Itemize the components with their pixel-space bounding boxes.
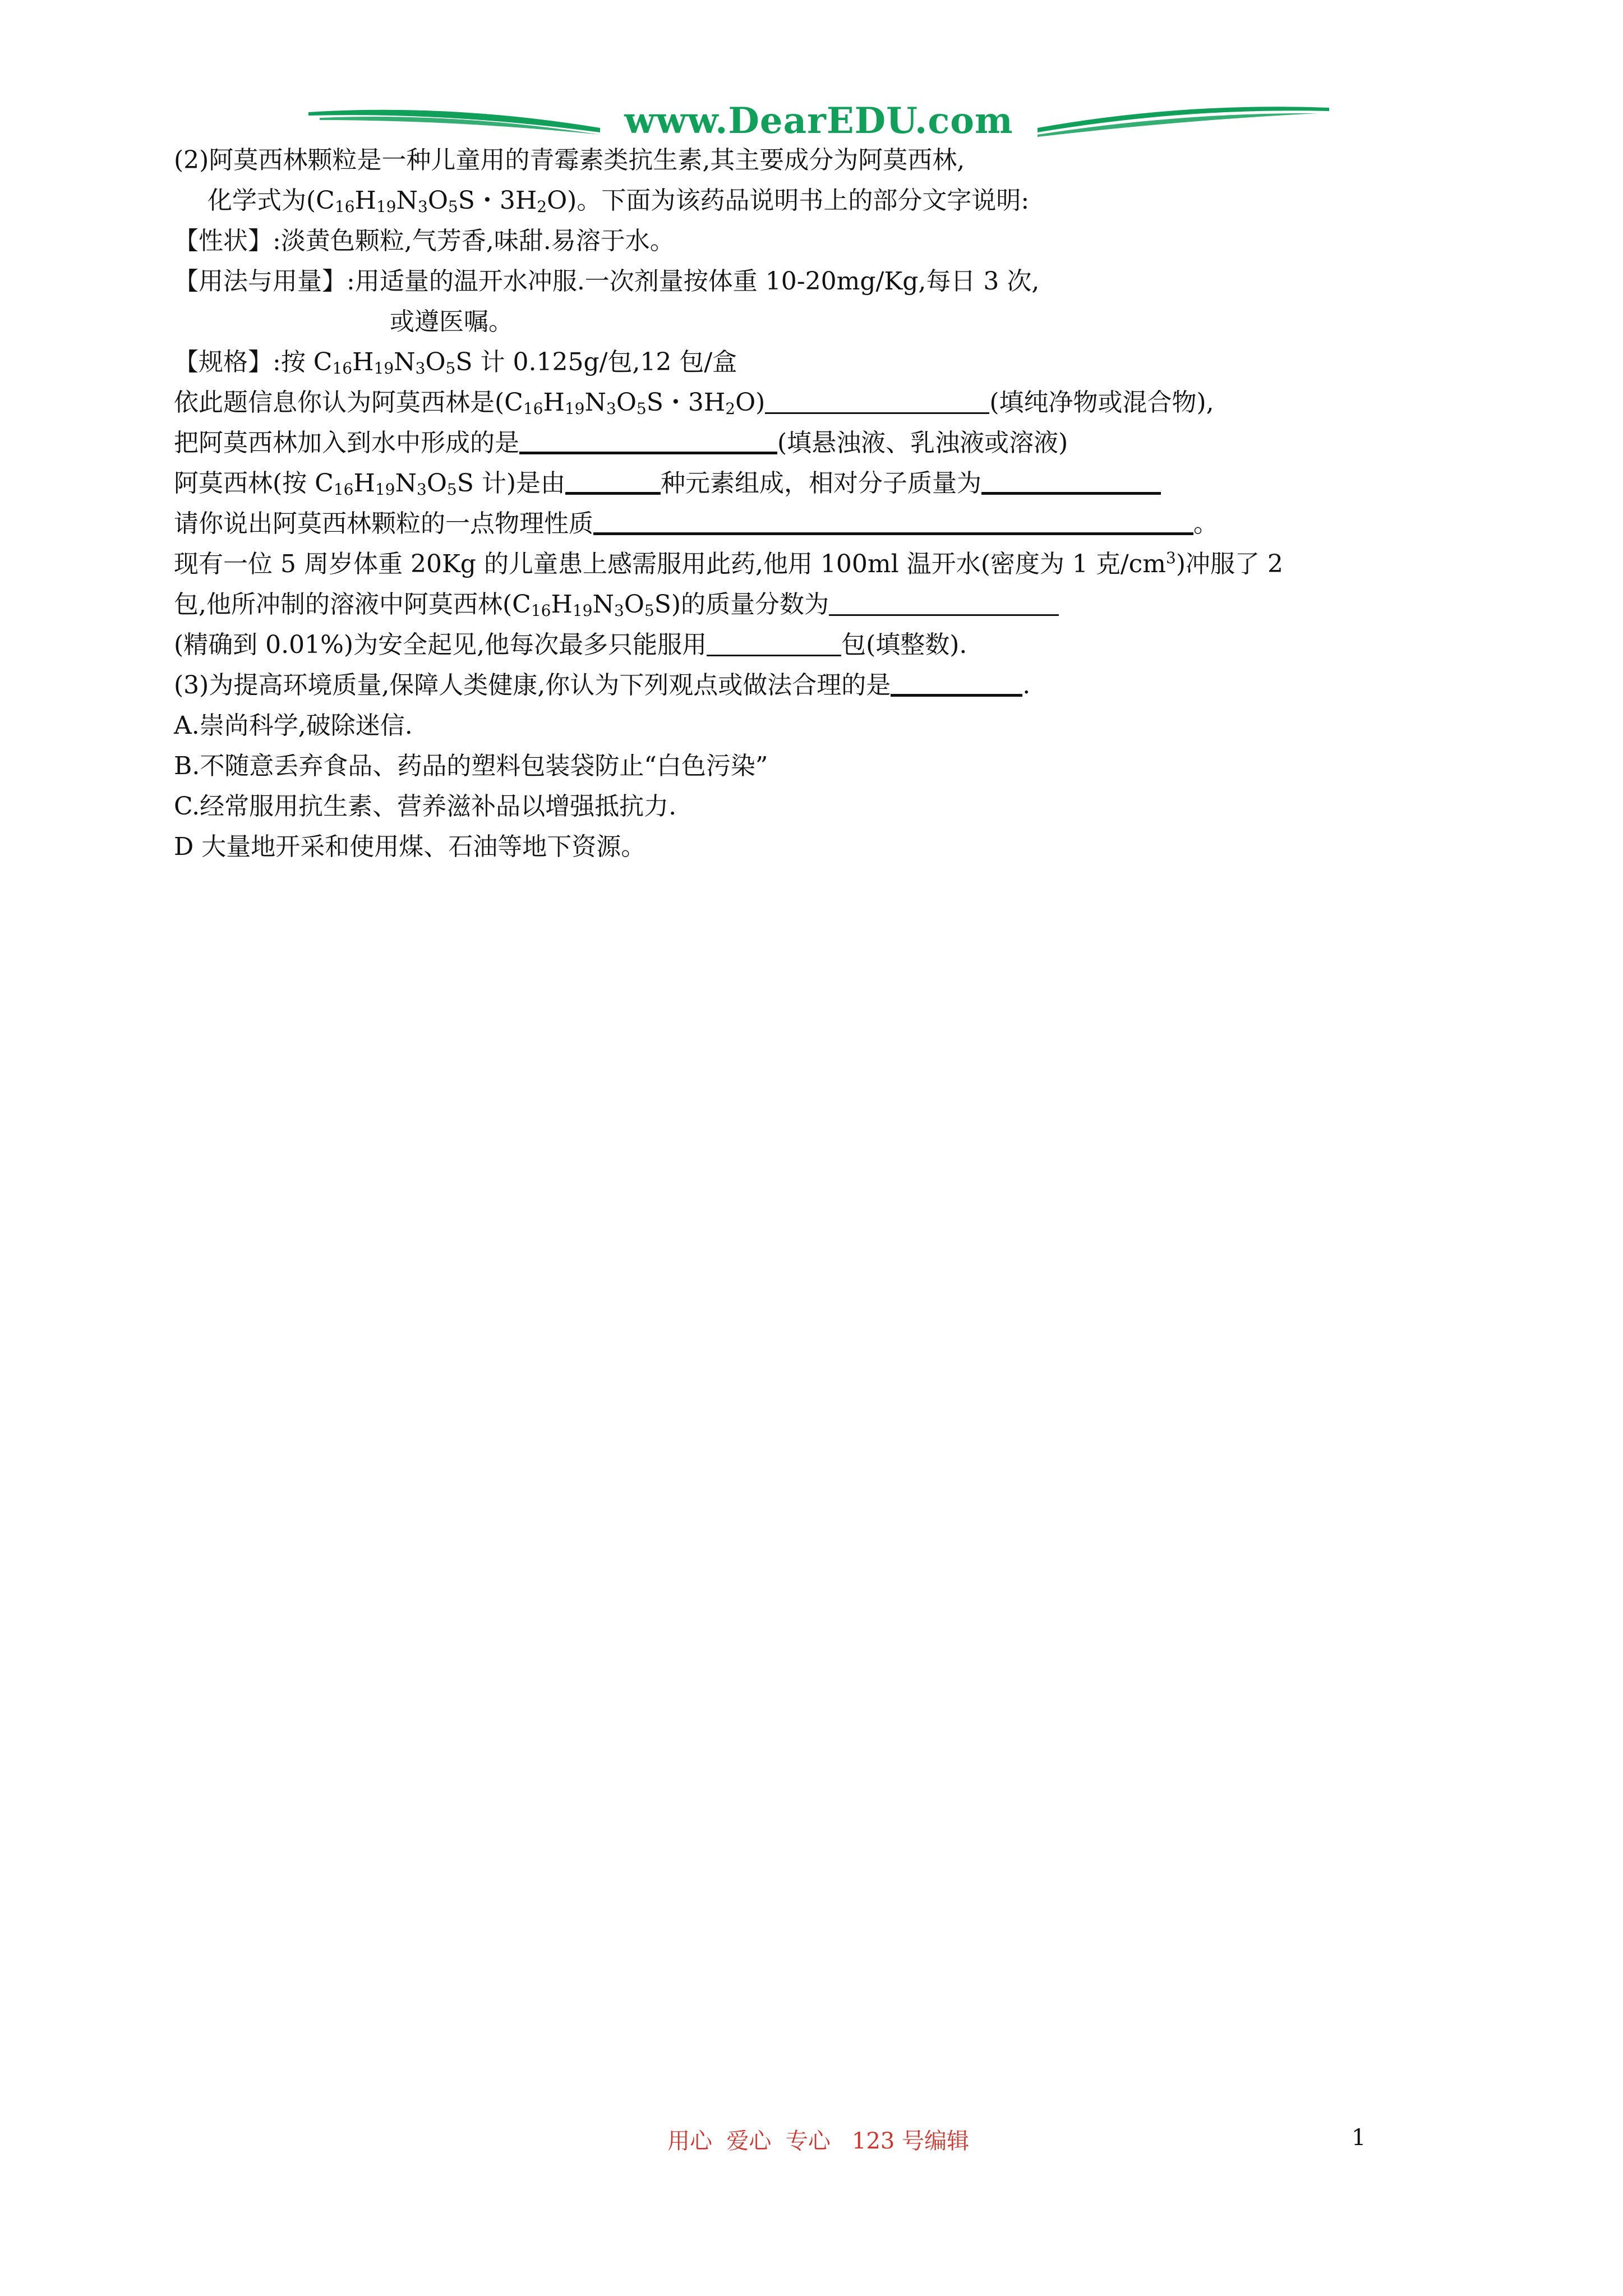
q2-intro-line-1: (2)阿莫西林颗粒是一种儿童用的青霉素类抗生素,其主要成分为阿莫西林, [174, 146, 965, 174]
header-banner [308, 95, 1329, 146]
answer-blank-molecular-mass[interactable] [981, 467, 1161, 495]
option-b: B.不随意丢弃食品、药品的塑料包装袋防止“白色污染” [174, 752, 768, 780]
question-3-stem: (3)为提高环境质量,保障人类健康,你认为下列观点或做法合理的是 . [174, 665, 1453, 706]
document-body [174, 140, 1453, 867]
question-e-line-2: 包,他所冲制的溶液中阿莫西林$(C_{16}H_{19}N_3O_5S)$的质量分数为 [174, 585, 1453, 625]
property-label: 【性状】 [174, 227, 273, 255]
spec-label: 【规格】 [174, 348, 273, 376]
question-c-line: 阿莫西林(按 $C_{16}H_{19}N_3O_5S$ 计)是由 种元素组成，相对分子质量为 [174, 463, 1453, 504]
question-e-line-1: 现有一位 5 周岁体重 20Kg 的儿童患上感需服用此药,他用 100ml 温开水(密度为 1 克$/cm^3$)冲服了 2 [174, 549, 1284, 578]
answer-blank-mass-fraction[interactable] [829, 590, 1059, 616]
question-d-line: 请你说出阿莫西林颗粒的一点物理性质 。 [174, 504, 1453, 544]
spec-line: 【规格】:按 $C_{16}H_{19}N_3O_5S$ 计 0.125g/包,12 包/盒 [174, 348, 737, 378]
answer-blank-substance-type[interactable] [765, 388, 989, 414]
option-d: D 大量地开采和使用煤、石油等地下资源。 [174, 832, 646, 861]
option-c: C.经常服用抗生素、营养滋补品以增强抵抗力. [174, 792, 677, 821]
question-b-line: 把阿莫西林加入到水中形成的是 (填悬浊液、乳浊液或溶液) [174, 423, 1453, 463]
answer-blank-element-count[interactable] [565, 467, 661, 495]
usage-line-1 [174, 261, 1453, 302]
header-logo-text: www.DearEDU.com [624, 100, 1013, 142]
usage-line-2: 或遵医嘱。 [390, 307, 513, 336]
answer-blank-physical-property[interactable] [593, 508, 1193, 535]
footer-text: 用心 爱心 专心 123 号编辑 [667, 2128, 970, 2154]
question-a-line: 依此题信息你认为阿莫西林是($C_{16}H_{19}N_3O_5S$・$3H_2O$) (填纯净物或混合物), [174, 388, 1214, 418]
answer-blank-mixture-type[interactable] [519, 427, 777, 454]
question-e-line-3: (精确到 0.01%)为安全起见,他每次最多只能服用 包(填整数). [174, 631, 967, 659]
property-text: :淡黄色颗粒,气芳香,味甜.易溶于水。 [273, 227, 675, 255]
option-a: A.崇尚科学,破除迷信. [174, 711, 413, 740]
usage-label: 【用法与用量】 [174, 267, 347, 296]
answer-blank-q3[interactable] [891, 669, 1022, 697]
q2-intro-line-2: 化学式为($C_{16}H_{19}N_3O_5S$・$3H_2O$)。下面为该药品说明书上的部分文字说明: [208, 186, 1030, 216]
answer-blank-max-packets[interactable] [707, 630, 841, 656]
usage-text: :用适量的温开水冲服.一次剂量按体重 10-20mg/Kg,每日 3 次, [347, 267, 1040, 296]
page-number: 1 [1352, 2125, 1366, 2151]
property-line [174, 221, 1453, 261]
